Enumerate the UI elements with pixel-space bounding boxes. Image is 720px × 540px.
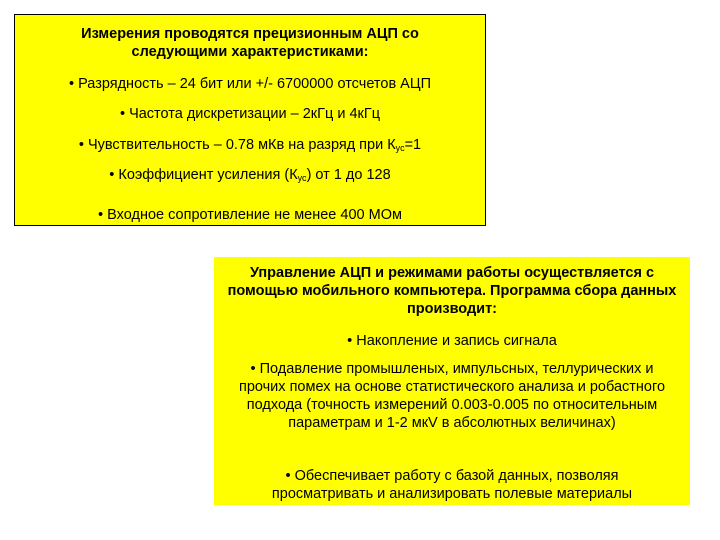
spec-gain: • Коэффициент усиления $(К_{ус})$ от 1 до 128 [109,167,391,183]
adc-specs-box [14,14,486,226]
adc-specs-heading: Измерения проводятся прецизионным АЦП со следующими характеристиками: [81,26,419,61]
spec-bit-depth: • Разрядность – 24 бит или +/- 6700000 отсчетов АЦП [69,76,431,92]
spec-input-resistance: • Входное сопротивление не менее 400 МОм [98,207,402,223]
adc-control-heading: Управление АЦП и режимами работы осуществляется с помощью мобильного компьютера. Программа сбора данных производит: [227,265,677,318]
feature-recording: • Накопление и запись сигнала [347,333,557,349]
feature-noise-suppression: • Подавление промышленых, импульсных, теллурических и прочих помех на основе статистического анализа и робастного подхода (точность измерений 0.003-0.005 по относительным параметрам и 1-2 мкV в абсолютных величинах) [238,361,666,432]
feature-database: • Обеспечивает работу с базой данных, позволяя просматривать и анализировать полевые материалы [271,468,633,503]
adc-control-box [214,257,690,505]
spec-sampling-rate: • Частота дискретизации – 2кГц и 4кГц [119,106,381,122]
spec-sensitivity: • Чувствительность – 0.78 мКв на разряд при $К_{ус}=1$ [78,137,422,153]
